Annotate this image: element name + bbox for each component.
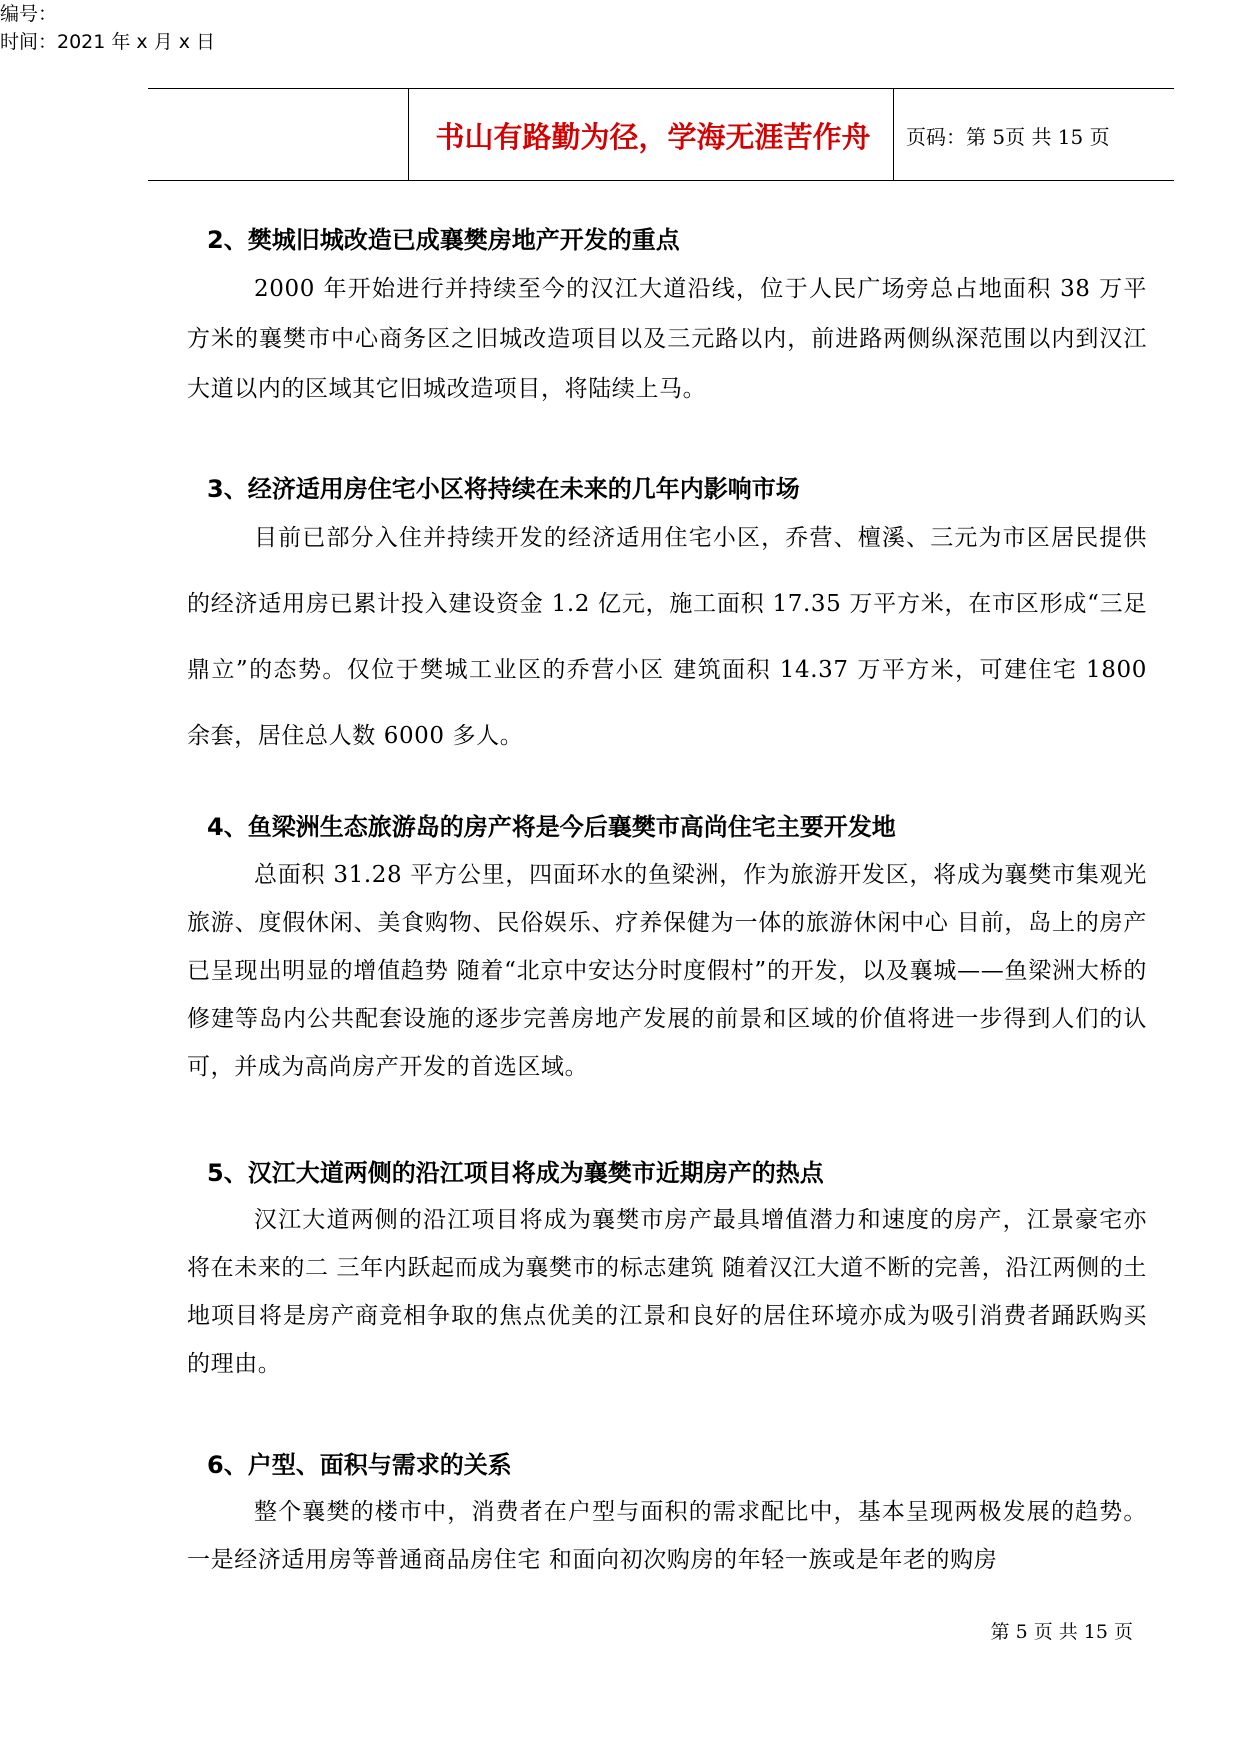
footer-page-number: 第 5 页 共 15 页 <box>990 1621 1133 1643</box>
header-bottom-rule <box>148 180 1174 181</box>
section-body-2 <box>187 264 1147 414</box>
section-body-6 <box>187 1488 1147 1584</box>
paragraph: 目前已部分入住并持续开发的经济适用住宅小区，乔营、檀溪、三元为市区居民提供的经济适用房已累计投入建设资金 1.2 亿元，施工面积 17.35 万平方米，在市区形成“三足鼎立”的态势。仅位于樊城工业区的乔营小区 建筑面积 14.37 万平方米，可建住宅 1800 余套，居住总人数 6000 多人。 <box>187 525 1147 749</box>
section-title-5: 5、汉江大道两侧的沿江项目将成为襄樊市近期房产的热点 <box>207 1159 824 1187</box>
section-body-3 <box>187 505 1147 769</box>
section-body-4 <box>187 851 1147 1091</box>
header-top-rule <box>148 88 1174 89</box>
header-time: 时间：2021 年 x 月 x 日 <box>0 31 216 53</box>
section-body-5 <box>187 1196 1147 1388</box>
header-info <box>0 0 1241 56</box>
section-title-6: 6、户型、面积与需求的关系 <box>207 1451 512 1479</box>
paragraph: 总面积 31.28 平方公里，四面环水的鱼梁洲，作为旅游开发区，将成为襄樊市集观光旅游、度假休闲、美食购物、民俗娱乐、疗养保健为一体的旅游休闲中心 目前，岛上的房产已呈现出明显的增值趋势 随着“北京中安达分时度假村”的开发，以及襄城——鱼梁洲大桥的修建等岛内公共配套设施的逐步完善房地产发展的前景和区域的价值将进一步得到人们的认可，并成为高尚房产开发的首选区域。 <box>187 862 1147 1080</box>
header-divider-1 <box>408 88 409 181</box>
header-page-number: 页码：第 5页 共 15 页 <box>906 125 1110 149</box>
paragraph: 2000 年开始进行并持续至今的汉江大道沿线，位于人民广场旁总占地面积 38 万平方米的襄樊市中心商务区之旧城改造项目以及三元路以内，前进路两侧纵深范围以内到汉江大道以内的区域其它旧城改造项目，将陆续上马。 <box>187 276 1147 402</box>
paragraph: 汉江大道两侧的沿江项目将成为襄樊市房产最具增值潜力和速度的房产，江景豪宅亦将在未来的二 三年内跃起而成为襄樊市的标志建筑 随着汉江大道不断的完善，沿江两侧的土地项目将是房产商竞相争取的焦点优美的江景和良好的居住环境亦成为吸引消费者踊跃购买的理由。 <box>187 1207 1147 1377</box>
header-motto: 书山有路勤为径，学海无涯苦作舟 <box>435 120 871 154</box>
section-title-3: 3、经济适用房住宅小区将持续在未来的几年内影响市场 <box>207 475 800 503</box>
paragraph: 整个襄樊的楼市中，消费者在户型与面积的需求配比中，基本呈现两极发展的趋势。一是经济适用房等普通商品房住宅 和面向初次购房的年轻一族或是年老的购房 <box>187 1499 1147 1573</box>
section-title-2: 2、樊城旧城改造已成襄樊房地产开发的重点 <box>207 226 680 254</box>
header-number: 编号： <box>0 3 58 25</box>
section-title-4: 4、鱼梁洲生态旅游岛的房产将是今后襄樊市高尚住宅主要开发地 <box>207 813 896 841</box>
